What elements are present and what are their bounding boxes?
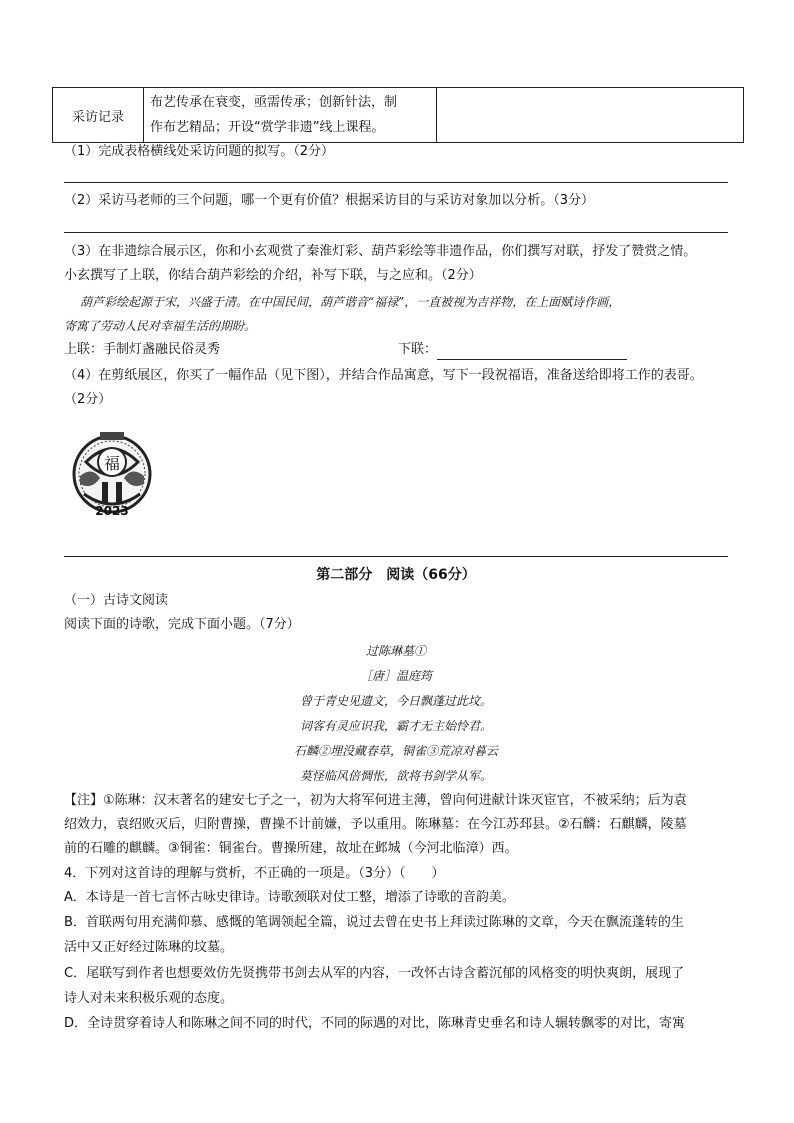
- question-3-line-1: （3）在非遗综合展示区，你和小玄观赏了秦淮灯彩、葫芦彩绘等非遗作品，你们撰写对联，抒发了赞赏之情。: [64, 244, 697, 259]
- table-content-line: 作布艺精品；开设“赏学非遗”线上课程。: [150, 120, 385, 135]
- lower-couplet: [398, 340, 627, 360]
- question-4-stem: 4．下列对这首诗的理解与赏析，不正确的一项是。（3分）（ ）: [64, 866, 445, 881]
- question-1: （1）完成表格横线处采访问题的拟写。（2分）: [64, 144, 335, 159]
- question-4-line-1: （4）在剪纸展区，你买了一幅作品（见下图），并结合作品寓意，写下一段祝福语，准备送给即将工作的表哥。: [64, 368, 703, 383]
- option-a[interactable]: A．本诗是一首七言怀古咏史律诗。诗歌颈联对仗工整，增添了诗歌的音韵美。: [64, 890, 515, 905]
- poem-line: 曾于青史见遗文，今日飘蓬过此坟。: [299, 694, 492, 708]
- papercut-fu-icon: [72, 418, 152, 528]
- table-content-line: 布艺传承在衰变，亟需传承；创新针法，制: [150, 95, 398, 110]
- section-divider: [64, 556, 728, 557]
- answer-line: [64, 182, 728, 183]
- option-c-line-2[interactable]: 诗人对未来积极乐观的态度。: [64, 991, 234, 1006]
- question-3-line-2: 小玄撰写了上联，你结合葫芦彩绘的介绍，补写下联，与之应和。（2分）: [64, 268, 482, 283]
- poem-author: ［唐］温庭筠: [359, 669, 432, 683]
- section-title: （一）古诗文阅读: [64, 593, 169, 608]
- table-label-cell: 采访记录: [53, 88, 144, 143]
- poem-note-line: 绍效力，袁绍败灭后，归附曹操，曹操不计前嫌，予以重用。陈琳墓：在今江苏邳县。②石麟：石麒麟，陵墓: [64, 817, 687, 832]
- question-4-line-2: （2分）: [64, 392, 112, 407]
- papercut-year: 2023: [95, 504, 129, 518]
- poem-line: 石麟②埋没藏春草，铜雀③荒凉对暮云: [293, 744, 498, 758]
- gourd-quote-line-1: 葫芦彩绘起源于宋，兴盛于清。在中国民间，葫芦谐音“福禄”，一直被视为吉祥物，在上面赋诗作画，: [80, 295, 621, 309]
- interview-table: [52, 87, 744, 143]
- lower-couplet-blank[interactable]: [437, 345, 627, 360]
- poem-note-line: 前的石雕的麒麟。③铜雀：铜雀台。曹操所建，故址在邺城（今河北临漳）西。: [64, 841, 518, 856]
- poem-line: 莫怪临风倍惆怅，欲将书剑学从军。: [299, 769, 492, 783]
- option-b-line-2[interactable]: 活中又正好经过陈琳的坟墓。: [64, 940, 234, 955]
- option-b-line-1[interactable]: B．首联两句用充满仰慕、感慨的笔调领起全篇，说过去曾在史书上拜读过陈琳的文章，今天在飘流蓬转的生: [64, 915, 684, 930]
- poem-note-line: 【注】①陈琳：汉末著名的建安七子之一，初为大将军何进主薄，曾向何进献计诛灭宦官，不被采纳；后为袁: [64, 793, 687, 808]
- papercut-fu-char: 福: [103, 454, 121, 473]
- poem-line: 词客有灵应识我，霸才无主始怜君。: [299, 719, 492, 733]
- poem-title: 过陈琳墓①: [365, 644, 426, 658]
- part-2-title: 第二部分 阅读（66分）: [316, 567, 476, 583]
- gourd-quote-line-2: 寄寓了劳动人民对幸福生活的期盼。: [64, 319, 257, 333]
- table-content-cell: [144, 88, 437, 143]
- option-d-line-1[interactable]: D．全诗贯穿着诗人和陈琳之间不同的时代，不同的际遇的对比，陈琳青史垂名和诗人辗转飘零的对比，寄寓: [64, 1016, 686, 1031]
- option-c-line-1[interactable]: C．尾联写到作者也想要效仿先贤携带书剑去从军的内容，一改怀古诗含蓄沉郁的风格变的明快爽朗，展现了: [64, 966, 685, 981]
- upper-couplet: 上联：手制灯盏融民俗灵秀: [64, 342, 221, 357]
- question-2: （2）采访马老师的三个问题，哪一个更有价值？根据采访目的与采访对象加以分析。（3分）: [64, 193, 595, 208]
- reading-instruction: 阅读下面的诗歌，完成下面小题。（7分）: [64, 617, 300, 632]
- table-empty-cell: [437, 88, 744, 143]
- answer-line: [64, 232, 728, 233]
- lower-couplet-label: 下联：: [398, 342, 438, 357]
